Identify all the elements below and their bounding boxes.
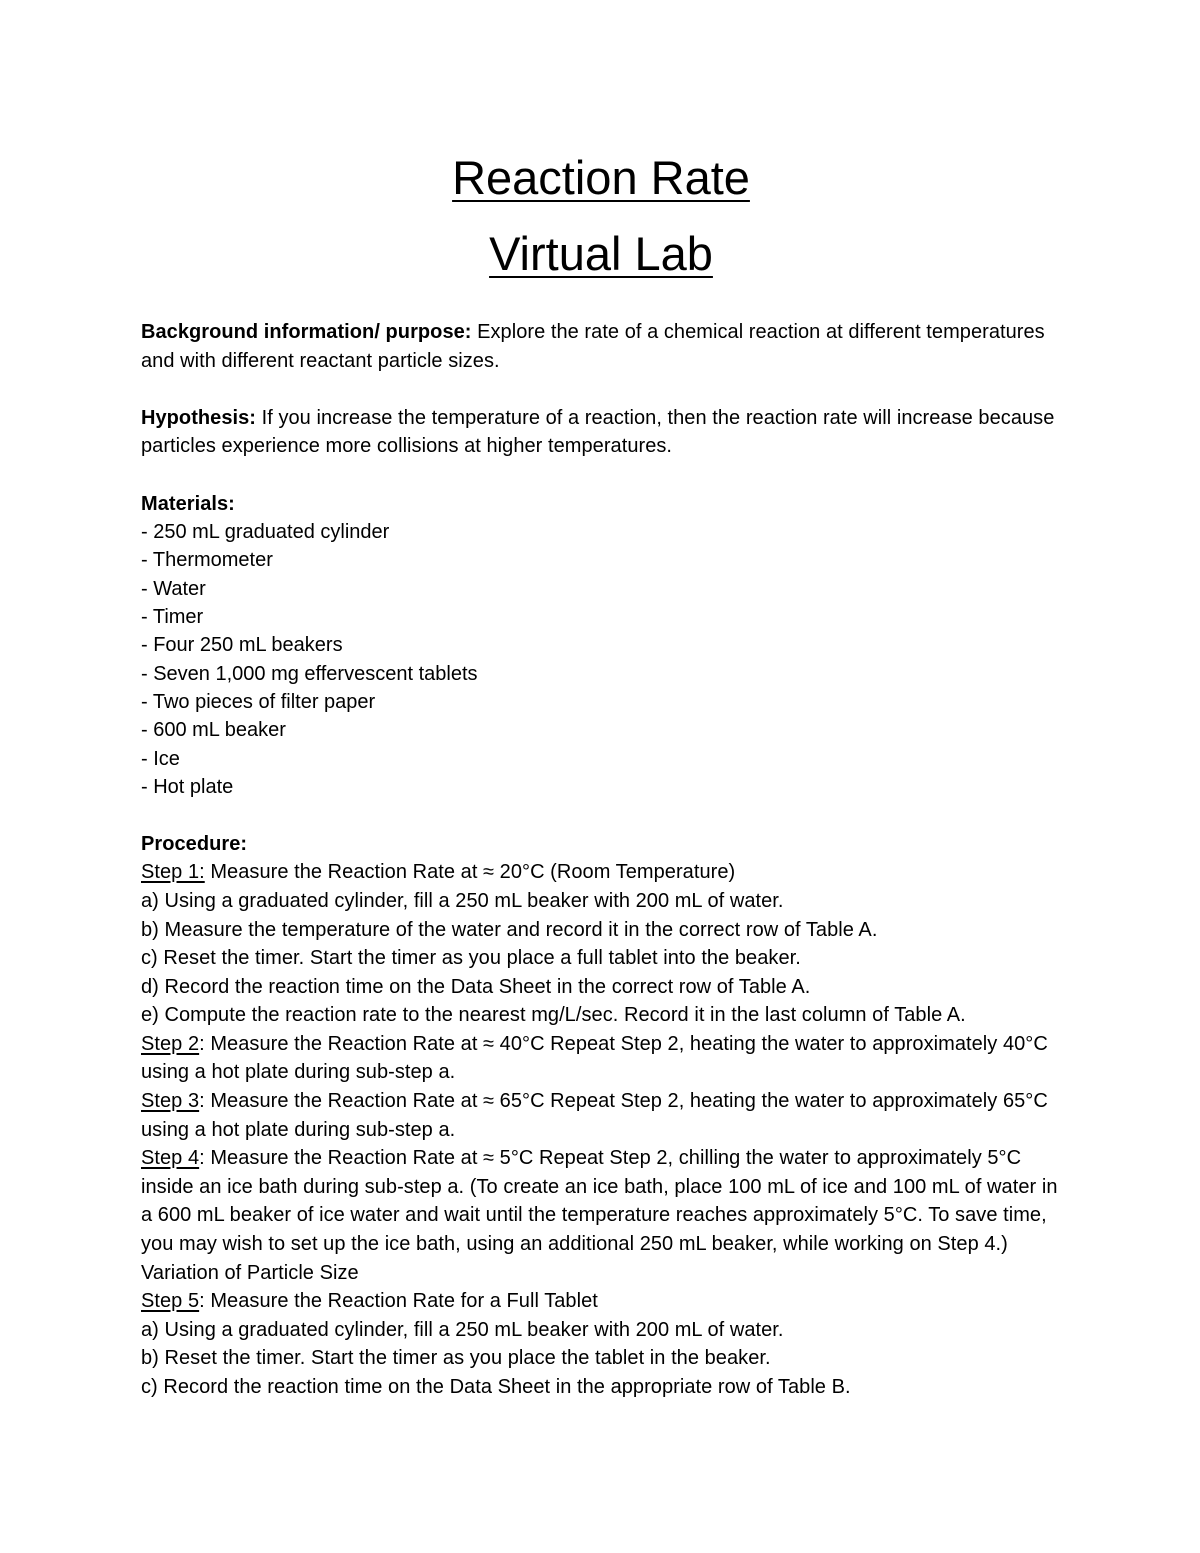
list-item: - 250 mL graduated cylinder <box>141 521 390 544</box>
list-item: - Thermometer <box>141 549 273 572</box>
title-block <box>141 140 1061 292</box>
list-item: - Hot plate <box>141 775 234 798</box>
step2-label: Step 2 <box>141 1032 200 1055</box>
step4-label: Step 4 <box>141 1147 200 1170</box>
step2-text: : Measure the Reaction Rate at ≈ 40°C Repeat Step 2, heating the water to approximately 40°C using a hot plate during sub-step a. <box>141 1032 1048 1084</box>
step1-b: b) Measure the temperature of the water and record it in the correct row of Table A. <box>141 918 878 941</box>
list-item: - Seven 1,000 mg effervescent tablets <box>141 662 478 685</box>
list-item: - Timer <box>141 606 204 629</box>
step5-title: : Measure the Reaction Rate for a Full Tablet <box>199 1290 598 1313</box>
step1-e: e) Compute the reaction rate to the nearest mg/L/sec. Record it in the last column of Table A. <box>141 1004 966 1027</box>
step5-a: a) Using a graduated cylinder, fill a 250 mL beaker with 200 mL of water. <box>141 1318 784 1341</box>
step1-c: c) Reset the timer. Start the timer as you place a full tablet into the beaker. <box>141 947 801 970</box>
step3-label: Step 3 <box>141 1090 200 1113</box>
materials-list <box>141 518 1061 801</box>
list-item: - Two pieces of filter paper <box>141 690 376 713</box>
hypothesis-text: If you increase the temperature of a reaction, then the reaction rate will increase because particles experience more collisions at higher temperatures. <box>141 406 1055 458</box>
step4-paragraph <box>141 1144 1061 1287</box>
step5-b: b) Reset the timer. Start the timer as you place the tablet in the beaker. <box>141 1347 771 1370</box>
hypothesis-paragraph <box>141 404 1061 461</box>
step1-d: d) Record the reaction time on the Data Sheet in the correct row of Table A. <box>141 975 811 998</box>
document-title-line1: Reaction Rate <box>452 151 750 204</box>
step5-c: c) Record the reaction time on the Data Sheet in the appropriate row of Table B. <box>141 1376 851 1398</box>
document-page <box>141 140 1061 1402</box>
background-label: Background information/ purpose: <box>141 321 472 343</box>
step5-label: Step 5 <box>141 1290 200 1313</box>
list-item: - Ice <box>141 747 180 770</box>
list-item: - 600 mL beaker <box>141 719 286 742</box>
step1-a: a) Using a graduated cylinder, fill a 250 mL beaker with 200 mL of water. <box>141 889 784 912</box>
materials-heading: Materials: <box>141 492 235 515</box>
step5-heading <box>141 1287 1061 1316</box>
step1-heading <box>141 858 1061 887</box>
list-item: - Water <box>141 577 206 600</box>
step1-title: Measure the Reaction Rate at ≈ 20°C (Room Temperature) <box>204 861 736 884</box>
hypothesis-label: Hypothesis: <box>141 406 257 429</box>
list-item: - Four 250 mL beakers <box>141 634 343 657</box>
procedure-heading: Procedure: <box>141 832 248 855</box>
document-title-line2: Virtual Lab <box>489 227 713 280</box>
step3-text: : Measure the Reaction Rate at ≈ 65°C Repeat Step 2, heating the water to approximately 65°C using a hot plate during sub-step a. <box>141 1090 1048 1141</box>
step3-paragraph <box>141 1087 1061 1144</box>
step2-paragraph <box>141 1030 1061 1087</box>
step4-text: : Measure the Reaction Rate at ≈ 5°C Repeat Step 2, chilling the water to approximately 5°C inside an ice bath during sub-step a. (To create an ice bath, place 100 mL of ice and 100 mL of water in a 600 mL beaker of ice water and wait until the temperature reaches approximately 5°C. To save time, you may wish to set up the ice bath, using an additional 250 mL beaker, while working on Step 4.) Variation of Particle Size <box>141 1147 1058 1284</box>
step1-label: Step 1: <box>141 861 205 884</box>
background-text: Explore the rate of a chemical reaction at different temperatures and with different reactant particle sizes. <box>141 321 1045 372</box>
background-paragraph <box>141 318 1061 375</box>
